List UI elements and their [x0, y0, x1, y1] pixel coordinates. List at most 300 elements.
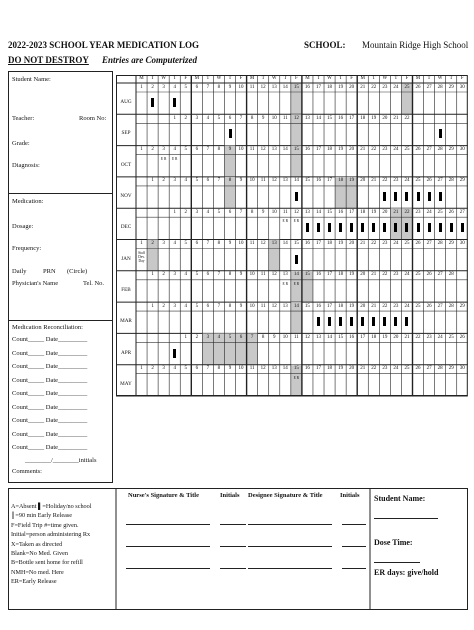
day-number: 22	[371, 241, 377, 246]
day-number: 21	[360, 366, 366, 372]
day-number: 26	[426, 303, 432, 309]
day-number: 1	[151, 178, 154, 184]
day-number: 25	[404, 147, 410, 153]
weekday-label: T	[283, 76, 287, 81]
weekday-label: T	[316, 76, 320, 81]
day-number: 14	[282, 366, 288, 372]
day-number: 22	[382, 178, 388, 184]
dose-time-label: Dose Time:	[374, 538, 413, 547]
month-label: OCT	[120, 161, 132, 168]
signature-line[interactable]	[342, 568, 366, 569]
entry-mark	[405, 223, 408, 232]
day-number: 14	[315, 209, 321, 215]
weekday-label: F	[350, 76, 354, 81]
day-number: 7	[217, 272, 221, 278]
day-number: 22	[382, 303, 388, 309]
entry-mark	[417, 192, 420, 201]
early-release-note: E R	[160, 156, 167, 161]
day-number: 15	[338, 334, 344, 340]
day-number: 20	[349, 147, 355, 153]
day-number: 11	[260, 178, 266, 184]
legend-item: ER=Early Release	[11, 578, 57, 586]
day-number: 6	[206, 303, 210, 309]
entry-mark	[173, 349, 176, 358]
day-number: 3	[206, 334, 210, 340]
day-number: 5	[184, 147, 187, 153]
legend-item: B=Bottle sent home for refill	[11, 559, 83, 567]
day-number: 17	[327, 178, 333, 184]
day-number: 13	[304, 115, 310, 121]
day-number: 22	[404, 209, 410, 215]
day-number: 16	[315, 178, 321, 184]
day-number: 20	[360, 272, 366, 278]
entry-mark	[372, 317, 375, 326]
day-number: 12	[293, 209, 299, 215]
day-number: 20	[349, 84, 355, 90]
day-number: 5	[217, 115, 221, 121]
day-number: 16	[338, 115, 344, 121]
day-number: 8	[217, 84, 221, 90]
signature-line[interactable]	[248, 524, 332, 525]
day-number: 25	[404, 366, 410, 372]
day-number: 27	[426, 366, 432, 372]
entry-mark	[229, 129, 232, 138]
bottom-section	[8, 488, 468, 610]
day-number: 2	[195, 334, 199, 340]
teacher-label: Teacher:	[12, 115, 35, 122]
weekday-label: M	[194, 76, 200, 81]
day-number: 11	[260, 272, 266, 278]
day-number: 13	[271, 241, 277, 246]
weekday-label: T	[228, 76, 232, 81]
day-number: 19	[371, 209, 377, 215]
day-number: 18	[371, 334, 377, 340]
day-number: 23	[393, 303, 399, 309]
day-number: 23	[393, 272, 399, 278]
day-number: 26	[415, 241, 421, 246]
physician-label: Physician's Name	[12, 280, 59, 287]
entry-mark	[394, 317, 397, 326]
entry-mark	[328, 317, 331, 326]
weekday-label: M	[415, 76, 421, 81]
day-number: 9	[239, 178, 243, 184]
entry-mark	[372, 223, 375, 232]
day-number: 21	[404, 334, 410, 340]
early-release-note: E R	[293, 375, 300, 380]
day-number: 28	[437, 241, 443, 246]
day-number: 4	[173, 366, 176, 372]
frequency-label: Frequency:	[12, 245, 42, 252]
day-number: 8	[217, 147, 221, 153]
day-number: 4	[173, 241, 176, 246]
signature-line[interactable]	[126, 546, 210, 547]
month-label: DEC	[120, 224, 132, 231]
divider	[9, 320, 112, 321]
early-release-note: E R	[282, 281, 289, 286]
day-number: 29	[448, 84, 454, 90]
day-number: 10	[238, 84, 244, 90]
weekday-label: M	[139, 76, 144, 81]
day-number: 6	[195, 366, 199, 372]
day-number: 5	[184, 241, 187, 246]
day-number: 17	[360, 334, 366, 340]
day-number: 8	[228, 178, 232, 184]
day-number: 13	[271, 147, 277, 153]
day-number: 4	[184, 178, 187, 184]
day-number: 6	[195, 147, 199, 153]
day-number: 10	[238, 147, 244, 153]
day-number: 2	[151, 84, 154, 90]
entry-mark	[394, 223, 397, 232]
day-number: 17	[315, 241, 321, 246]
signature-line[interactable]	[220, 568, 246, 569]
designee-signature-header: Designee Signature & Title	[248, 492, 323, 499]
day-number: 12	[260, 147, 266, 153]
day-number: 10	[238, 366, 244, 372]
day-number: 3	[162, 84, 165, 90]
day-number: 28	[437, 366, 443, 372]
school-label: SCHOOL:	[304, 40, 346, 50]
day-number: 15	[327, 209, 333, 215]
month-label: APR	[120, 349, 132, 356]
weekday-label: T	[449, 76, 453, 81]
day-number: 18	[327, 84, 333, 90]
day-number: 24	[426, 209, 432, 215]
day-number: 15	[304, 303, 310, 309]
day-number: 27	[426, 147, 432, 153]
day-number: 10	[238, 241, 244, 246]
day-number: 21	[393, 209, 399, 215]
legend-item: Blank=No Med. Given	[11, 550, 68, 558]
signature-line[interactable]	[342, 524, 366, 525]
initials-line: ________/________initials	[25, 457, 97, 464]
day-number: 19	[382, 334, 388, 340]
day-number: 3	[173, 178, 176, 184]
day-number: 27	[437, 178, 443, 184]
day-number: 15	[293, 147, 299, 153]
day-number: 7	[206, 147, 210, 153]
day-number: 5	[184, 366, 187, 372]
day-number: 9	[261, 115, 265, 121]
day-number: 13	[282, 303, 288, 309]
signature-line[interactable]	[248, 546, 332, 547]
day-number: 23	[382, 147, 388, 153]
day-number: 5	[195, 178, 199, 184]
count-date-row[interactable]: Count_____ Date_________	[12, 349, 88, 357]
day-number: 11	[249, 366, 255, 372]
entry-mark	[306, 223, 309, 232]
day-number: 20	[393, 334, 399, 340]
month-label: MAR	[120, 318, 132, 325]
divider	[9, 193, 112, 194]
count-date-row[interactable]: Count_____ Date_________	[12, 430, 88, 438]
month-label: AUG	[120, 99, 132, 106]
day-number: 18	[360, 115, 366, 121]
entry-mark	[173, 98, 176, 107]
day-number: 16	[304, 241, 310, 246]
diagnosis-label: Diagnosis:	[12, 162, 40, 169]
entry-mark	[439, 223, 442, 232]
medication-label: Medication:	[12, 198, 44, 205]
day-number: 2	[162, 272, 165, 278]
daily-option: Daily	[12, 268, 27, 275]
weekday-label: T	[261, 76, 265, 81]
day-number: 3	[162, 147, 165, 153]
signature-line[interactable]	[248, 568, 332, 569]
day-number: 4	[217, 334, 221, 340]
day-number: 15	[293, 241, 299, 246]
day-number: 15	[304, 272, 310, 278]
legend-item: A=Absent ▌=Holiday/no school	[11, 503, 92, 510]
day-number: 21	[360, 84, 366, 90]
day-number: 17	[315, 84, 321, 90]
day-number: 1	[140, 366, 143, 372]
signature-line[interactable]	[126, 524, 210, 525]
day-number: 17	[349, 209, 355, 215]
day-number: 25	[404, 84, 410, 90]
count-date-row[interactable]: Count_____ Date_________	[12, 444, 88, 451]
day-number: 21	[371, 272, 377, 278]
day-number: 1	[173, 115, 176, 121]
day-number: 23	[415, 209, 421, 215]
day-number: 23	[393, 178, 399, 184]
day-number: 14	[282, 147, 288, 153]
student-name-line[interactable]	[374, 518, 438, 519]
staff-dev-note: Staff Dev. Day	[138, 250, 145, 263]
day-number: 19	[338, 84, 344, 90]
weekday-label: T	[339, 76, 343, 81]
day-number: 6	[239, 334, 243, 340]
day-number: 26	[426, 272, 432, 278]
day-number: 19	[371, 115, 377, 121]
do-not-destroy-label: DO NOT DESTROY	[8, 55, 89, 65]
day-number: 20	[360, 178, 366, 184]
day-number: 11	[282, 209, 288, 215]
day-number: 24	[437, 334, 443, 340]
day-number: 7	[239, 209, 243, 215]
day-number: 2	[162, 178, 165, 184]
day-number: 10	[271, 209, 277, 215]
day-number: 27	[426, 84, 432, 90]
day-number: 25	[404, 241, 410, 246]
day-number: 8	[217, 366, 221, 372]
weekday-label: T	[372, 76, 376, 81]
signature-line[interactable]	[126, 568, 210, 569]
day-number: 17	[327, 303, 333, 309]
computerized-note: Entries are Computerized	[102, 55, 198, 65]
day-number: 14	[282, 84, 288, 90]
day-number: 28	[448, 178, 454, 184]
day-number: 27	[459, 209, 465, 215]
month-label: MAY	[120, 380, 132, 387]
day-number: 25	[448, 334, 454, 340]
day-number: 21	[371, 178, 377, 184]
entry-mark	[405, 317, 408, 326]
day-number: 9	[228, 366, 232, 372]
entry-mark	[361, 223, 364, 232]
early-release-note: E R	[293, 219, 300, 224]
day-number: 3	[173, 272, 176, 278]
entry-mark	[394, 192, 397, 201]
day-number: 16	[338, 209, 344, 215]
day-number: 7	[206, 241, 210, 246]
day-number: 9	[228, 84, 232, 90]
legend-item: F=Field Trip #=time given.	[11, 521, 79, 529]
day-number: 8	[228, 303, 232, 309]
day-number: 16	[315, 272, 321, 278]
day-number: 19	[338, 366, 344, 372]
day-number: 9	[228, 147, 232, 153]
day-number: 29	[459, 303, 465, 309]
weekday-label: W	[327, 76, 332, 81]
day-number: 24	[404, 303, 410, 309]
month-label: SEP	[121, 130, 131, 137]
entry-mark	[317, 317, 320, 326]
initials-header: Initials	[340, 492, 360, 499]
day-number: 4	[184, 303, 187, 309]
entry-mark	[295, 192, 298, 201]
day-number: 19	[349, 303, 355, 309]
day-number: 28	[448, 303, 454, 309]
entry-mark	[339, 223, 342, 232]
day-number: 18	[327, 241, 333, 246]
count-date-row[interactable]: Count_____ Date_________	[12, 336, 88, 343]
entry-mark	[339, 317, 342, 326]
day-number: 7	[217, 303, 221, 309]
day-number: 9	[239, 303, 243, 309]
entry-mark	[417, 223, 420, 232]
day-number: 1	[140, 147, 143, 153]
entry-mark	[317, 223, 320, 232]
signature-line[interactable]	[220, 546, 246, 547]
day-number: 4	[173, 147, 176, 153]
day-number: 19	[349, 178, 355, 184]
day-number: 7	[206, 84, 210, 90]
weekday-label: T	[151, 76, 155, 81]
signature-line[interactable]	[220, 524, 246, 525]
day-number: 1	[151, 303, 154, 309]
day-number: 25	[415, 303, 421, 309]
day-number: 28	[448, 272, 454, 278]
day-number: 29	[448, 241, 454, 246]
day-number: 10	[271, 115, 277, 121]
day-number: 21	[360, 241, 366, 246]
day-number: 5	[195, 303, 199, 309]
entry-mark	[383, 317, 386, 326]
day-number: 8	[228, 272, 232, 278]
count-date-row[interactable]: Count_____ Date_________	[12, 363, 88, 370]
day-number: 22	[382, 272, 388, 278]
dose-time-line[interactable]	[374, 562, 420, 563]
day-number: 14	[315, 115, 321, 121]
day-number: 10	[249, 303, 255, 309]
entry-mark	[428, 223, 431, 232]
day-number: 16	[304, 147, 310, 153]
day-number: 5	[217, 209, 221, 215]
weekday-label: W	[161, 76, 166, 81]
count-date-row[interactable]: Count_____ Date_________	[12, 417, 88, 424]
day-number: 7	[206, 366, 210, 372]
nurse-signature-header: Nurse's Signature & Title	[128, 492, 199, 499]
day-number: 20	[382, 115, 388, 121]
day-number: 16	[315, 303, 321, 309]
day-number: 24	[393, 366, 399, 372]
entry-mark	[361, 317, 364, 326]
day-number: 11	[260, 303, 266, 309]
day-number: 9	[228, 241, 232, 246]
entry-mark	[328, 223, 331, 232]
day-number: 7	[239, 115, 243, 121]
day-number: 30	[459, 147, 465, 153]
day-number: 16	[304, 84, 310, 90]
weekday-label: M	[360, 76, 365, 81]
day-number: 8	[250, 115, 254, 121]
day-number: 4	[173, 84, 176, 90]
day-number: 2	[184, 115, 187, 121]
day-number: 14	[327, 334, 333, 340]
entry-mark	[461, 223, 464, 232]
weekday-label: W	[216, 76, 222, 81]
day-number: 24	[404, 272, 410, 278]
day-number: 3	[162, 366, 165, 372]
day-number: 26	[415, 366, 421, 372]
day-number: 1	[140, 84, 143, 90]
day-number: 18	[338, 303, 344, 309]
count-date-row[interactable]: Count_____ Date_________	[12, 376, 88, 384]
weekday-label: F	[460, 76, 464, 81]
weekday-label: M	[305, 76, 310, 81]
count-date-row[interactable]: Count_____ Date_________	[12, 403, 88, 411]
day-number: 2	[151, 241, 154, 246]
day-number: 1	[140, 241, 143, 246]
day-number: 3	[195, 115, 199, 121]
day-number: 4	[206, 115, 210, 121]
weekday-label: F	[184, 76, 188, 81]
day-number: 4	[184, 272, 187, 278]
day-number: 27	[437, 272, 443, 278]
entry-mark	[439, 192, 442, 201]
day-number: 13	[315, 334, 321, 340]
day-number: 22	[371, 84, 377, 90]
legend-item: ║=90 min Early Release	[11, 512, 72, 520]
day-number: 15	[304, 178, 310, 184]
page-title: 2022-2023 SCHOOL YEAR MEDICATION LOG	[8, 40, 200, 50]
early-release-note: E R	[171, 156, 178, 161]
day-number: 2	[151, 147, 154, 153]
month-label: JAN	[121, 255, 131, 262]
day-number: 19	[338, 241, 344, 246]
day-number: 22	[371, 366, 377, 372]
day-number: 11	[249, 241, 255, 246]
day-number: 30	[459, 84, 465, 90]
day-number: 17	[315, 147, 321, 153]
count-date-row[interactable]: Count_____ Date_________	[12, 390, 88, 397]
day-number: 10	[282, 334, 288, 340]
day-number: 27	[437, 303, 443, 309]
day-number: 3	[195, 209, 199, 215]
day-number: 18	[327, 366, 333, 372]
day-number: 25	[437, 209, 443, 215]
day-number: 29	[448, 366, 454, 372]
day-number: 24	[393, 147, 399, 153]
day-number: 8	[250, 209, 254, 215]
entry-mark	[383, 192, 386, 201]
day-number: 11	[249, 84, 255, 90]
entry-mark	[295, 255, 298, 264]
signature-line[interactable]	[342, 546, 366, 547]
day-number: 26	[448, 209, 454, 215]
day-number: 8	[217, 241, 221, 246]
